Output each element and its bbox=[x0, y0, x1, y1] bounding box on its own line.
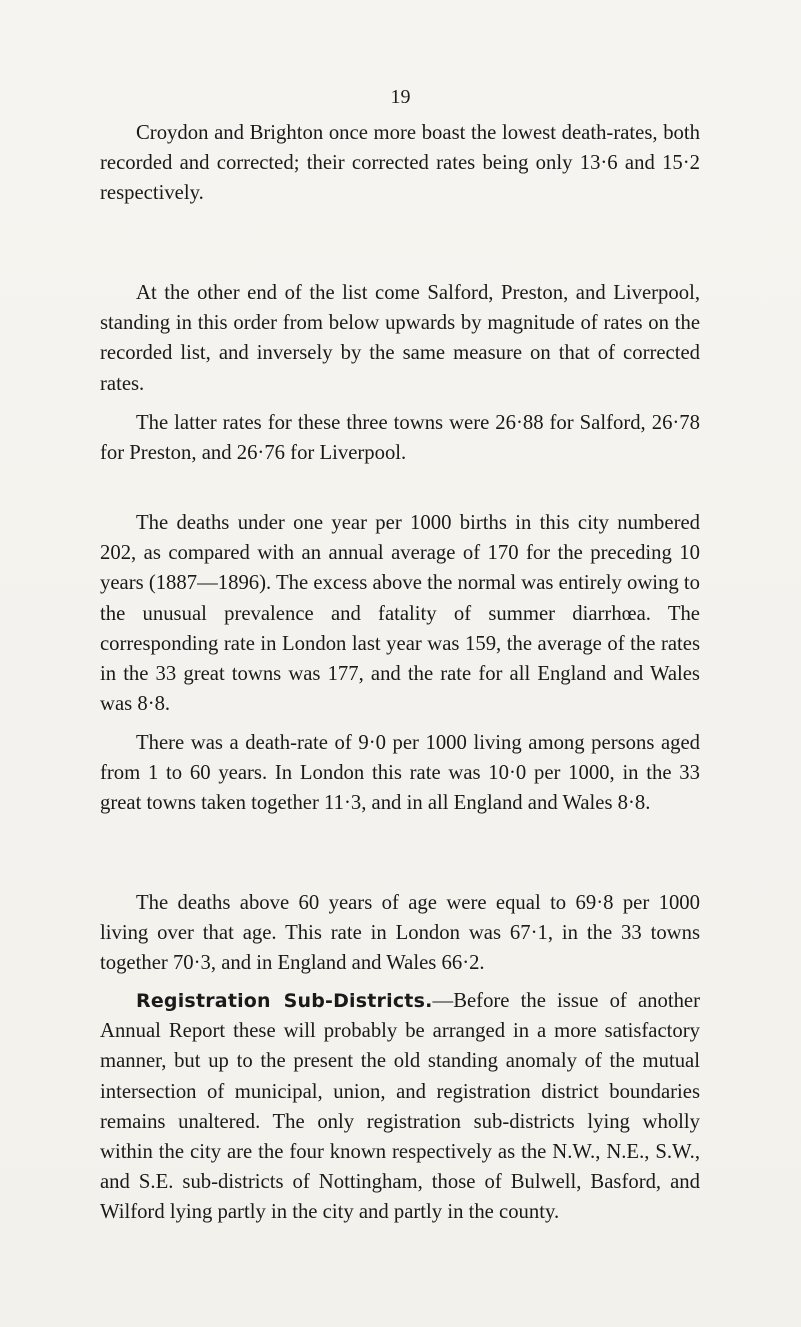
paragraph-highest-rates bbox=[100, 278, 700, 399]
section-heading: Registration Sub-Districts. bbox=[136, 990, 433, 1012]
paragraph-latter-rates bbox=[100, 408, 700, 468]
paragraph-text: There was a death-rate of 9·0 per 1000 living among persons aged from 1 to 60 years. In London this rate was 10·0 per 1000, in the 33 great towns taken together 11·3, and in all England and Wales 8·8. bbox=[100, 732, 700, 815]
page-number: 19 bbox=[390, 86, 411, 108]
paragraph-text: The latter rates for these three towns were 26·88 for Salford, 26·78 for Preston, and 26·76 for Liverpool. bbox=[100, 412, 700, 465]
paragraph-death-rate-1-to-60 bbox=[100, 728, 700, 819]
paragraph-text: At the other end of the list come Salford, Preston, and Liverpool, standing in this order from below upwards by magnitude of rates on the recorded list, and inversely by the same measure on that of corrected rates. bbox=[100, 282, 700, 395]
paragraph-text: The deaths under one year per 1000 births in this city numbered 202, as compared with an annual average of 170 for the preceding 10 years (1887—1896). The excess above the normal was entirely owing to the unusual prevalence and fatality of summer diarrhœa. The corresponding rate in London last year was 159, the average of the rates in the 33 great towns was 177, and the rate for all England and Wales was 8·8. bbox=[100, 512, 700, 716]
paragraph-registration-sub-districts bbox=[100, 986, 700, 1228]
paragraph-deaths-above-60 bbox=[100, 888, 700, 979]
paragraph-text bbox=[100, 986, 700, 1228]
paragraph-text: Croydon and Brighton once more boast the lowest death-rates, both recorded and corrected; their corrected rates being only 13·6 and 15·2 respectively. bbox=[100, 122, 700, 205]
paragraph-infant-deaths bbox=[100, 508, 700, 719]
section-body: —Before the issue of another Annual Report these will probably be arranged in a more satisfactory manner, but up to the present the old standing anomaly of the mutual intersection of municipal, union, and registration district boundaries remains unaltered. The only registration sub-districts lying wholly within the city are the four known respectively as the N.W., N.E., S.W., and S.E. sub-districts of Nottingham, those of Bulwell, Basford, and Wilford lying partly in the city and partly in the county. bbox=[100, 990, 701, 1224]
paragraph-lowest-death-rates bbox=[100, 118, 700, 209]
paragraph-text: The deaths above 60 years of age were equal to 69·8 per 1000 living over that age. This rate in London was 67·1, in the 33 towns together 70·3, and in England and Wales 66·2. bbox=[100, 892, 700, 975]
